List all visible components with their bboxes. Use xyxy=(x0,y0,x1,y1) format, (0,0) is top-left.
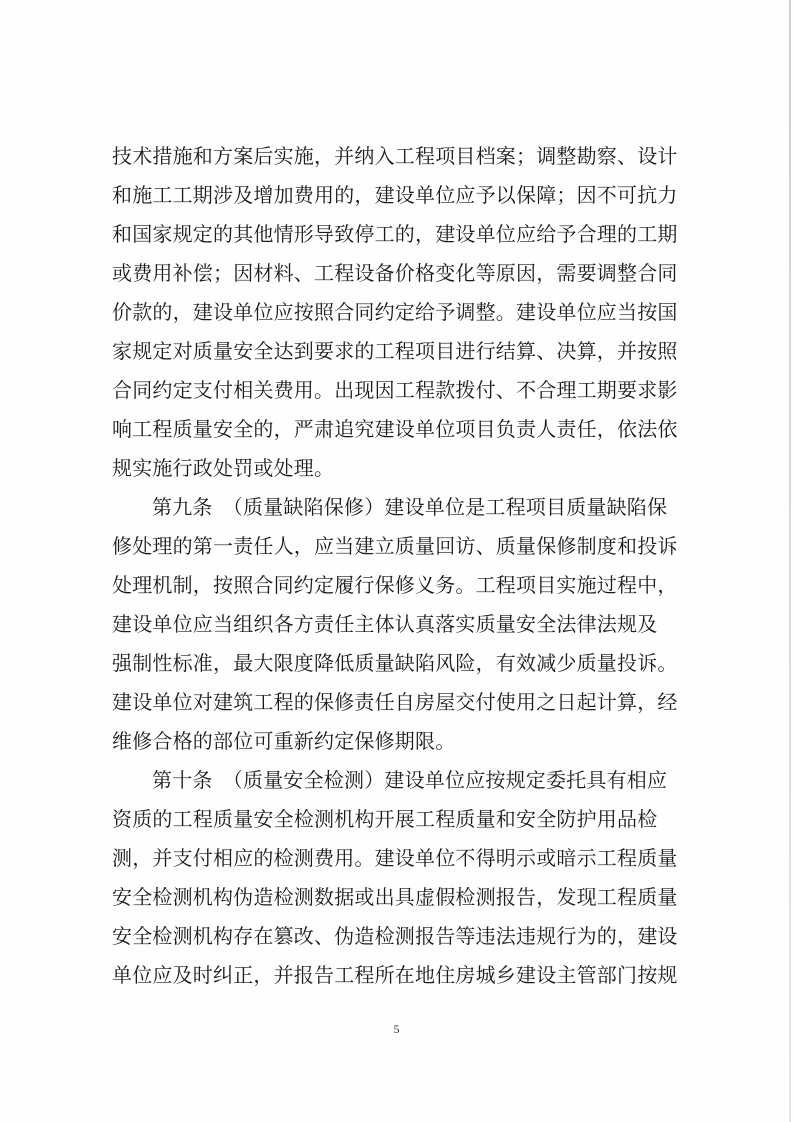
article-heading-line: 第九条 （质量缺陷保修）建设单位是工程项目质量缺陷保 xyxy=(152,495,668,519)
paragraph-line: 安全检测机构伪造检测数据或出具虚假检测报告，发现工程质量 xyxy=(112,885,678,909)
paragraph-line: 修处理的第一责任人，应当建立质量回访、质量保修制度和投诉 xyxy=(112,534,678,558)
paragraph-line: 和施工工期涉及增加费用的，建设单位应予以保障；因不可抗力 xyxy=(112,183,678,207)
paragraph-line: 技术措施和方案后实施，并纳入工程项目档案；调整勘察、设计 xyxy=(112,144,678,168)
page-number: 5 xyxy=(393,1022,400,1036)
paragraph-line: 或费用补偿；因材料、工程设备价格变化等原因，需要调整合同 xyxy=(112,261,678,285)
paragraph-line: 维修合格的部位可重新约定保修期限。 xyxy=(112,729,456,753)
body-text xyxy=(112,137,712,995)
paragraph-line: 响工程质量安全的，严肃追究建设单位项目负责人责任，依法依 xyxy=(112,417,678,441)
article-heading-line: 第十条 （质量安全检测）建设单位应按规定委托具有相应 xyxy=(152,768,668,792)
paragraph-line: 处理机制，按照合同约定履行保修义务。工程项目实施过程中， xyxy=(112,573,678,597)
paragraph-line: 家规定对质量安全达到要求的工程项目进行结算、决算，并按照 xyxy=(112,339,678,363)
paragraph-line: 安全检测机构存在篡改、伪造检测报告等违法违规行为的，建设 xyxy=(112,924,678,948)
paragraph-line: 建设单位应当组织各方责任主体认真落实质量安全法律法规及 xyxy=(112,612,658,636)
paragraph-line: 合同约定支付相关费用。出现因工程款拨付、不合理工期要求影 xyxy=(112,378,678,402)
paragraph-line: 强制性标准，最大限度降低质量缺陷风险，有效减少质量投诉。 xyxy=(112,651,678,675)
paragraph-line: 单位应及时纠正，并报告工程所在地住房城乡建设主管部门按规 xyxy=(112,963,678,987)
paragraph-line: 价款的，建设单位应按照合同约定给予调整。建设单位应当按国 xyxy=(112,300,678,324)
paragraph-line: 和国家规定的其他情形导致停工的，建设单位应给予合理的工期 xyxy=(112,222,678,246)
scan-edge xyxy=(789,0,791,1122)
paragraph-line: 测，并支付相应的检测费用。建设单位不得明示或暗示工程质量 xyxy=(112,846,678,870)
paragraph-line: 资质的工程质量安全检测机构开展工程质量和安全防护用品检 xyxy=(112,807,658,831)
paragraph-line: 建设单位对建筑工程的保修责任自房屋交付使用之日起计算，经 xyxy=(112,690,678,714)
paragraph-line: 规实施行政处罚或处理。 xyxy=(112,456,335,480)
